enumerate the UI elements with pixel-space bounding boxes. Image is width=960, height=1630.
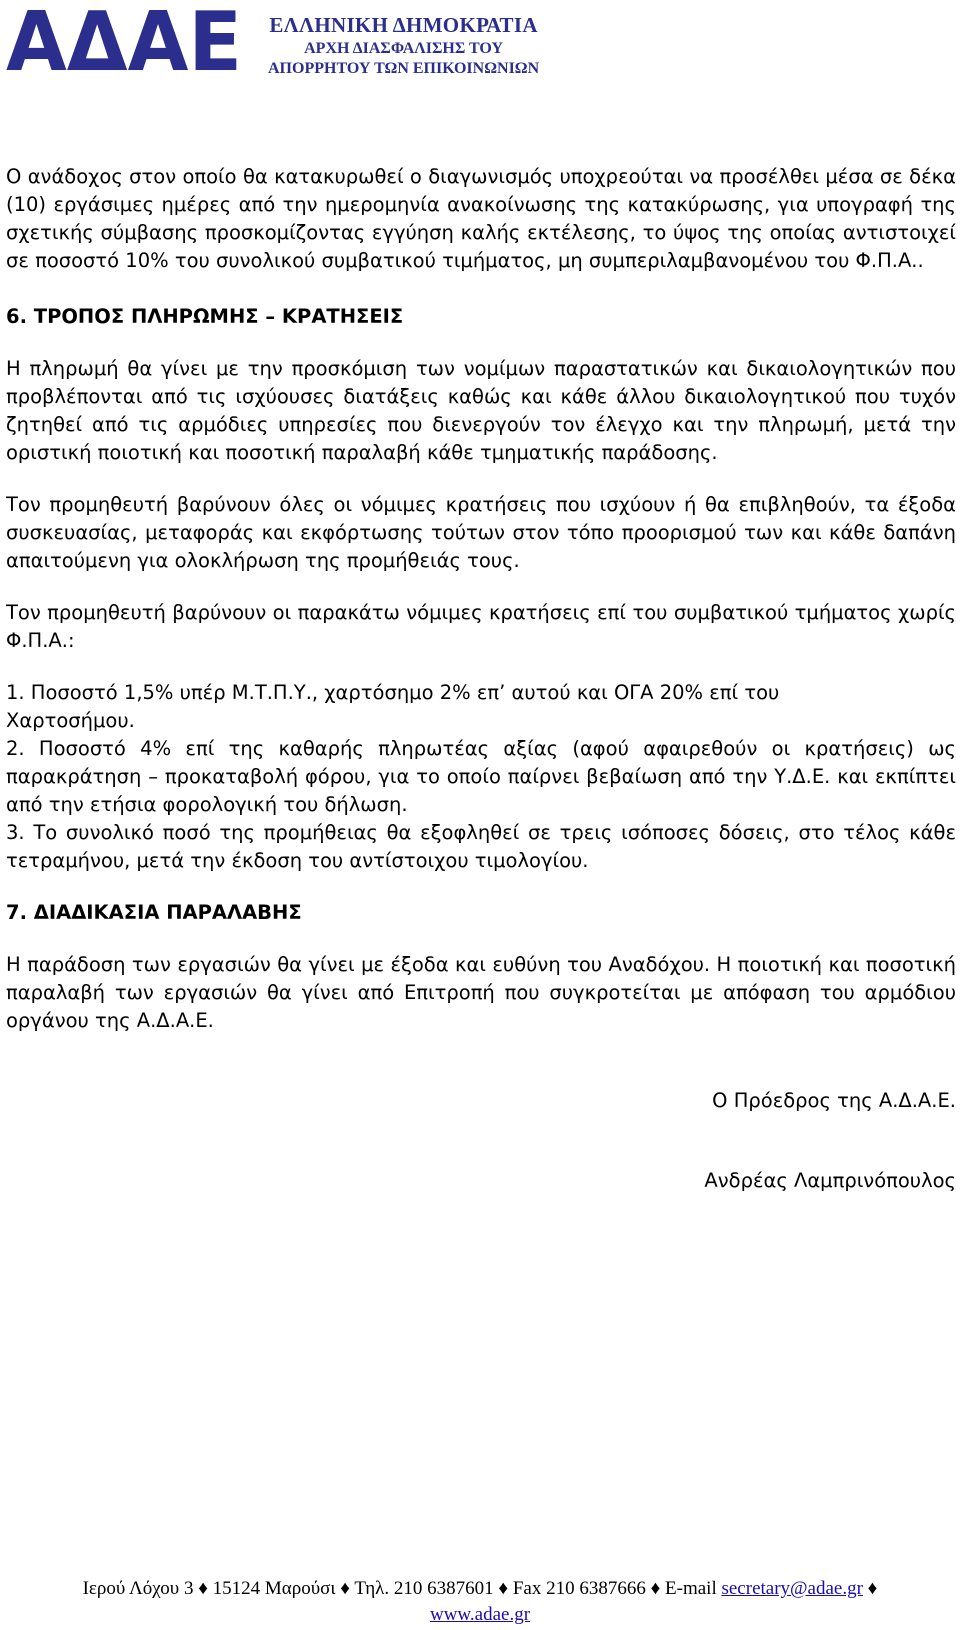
svg-text:ΑΔΑΕ: ΑΔΑΕ bbox=[6, 6, 242, 78]
intro-paragraph: Ο ανάδοχος στον οποίο θα κατακυρωθεί ο διαγωνισμός υποχρεούται να προσέλθει μέσα σε δέκα (10) εργάσιμες ημέρες από την ημερομηνία ανακοίνωσης της κατακύρωσης, για υπογραφή της σχετικής σύμβασης προσκομίζοντας εγγύηση καλής εκτέλεσης, το ύψος της οποίας αντιστοιχεί σε ποσοστό 10% του συνολικού συμβατικού τιμήματος, μη συμπεριλαμβανομένου του Φ.Π.Α.. bbox=[6, 165, 956, 272]
org-line-1: ΕΛΛΗΝΙΚΗ ΔΗΜΟΚΡΑΤΙΑ bbox=[269, 13, 538, 37]
footer-contact-line bbox=[0, 1576, 960, 1602]
section-7-heading: 7. ΔΙΑΔΙΚΑΣΙΑ ΠΑΡΑΛΑΒΗΣ bbox=[6, 901, 302, 924]
adae-logo bbox=[6, 6, 246, 78]
email-link[interactable]: secretary@adae.gr bbox=[721, 1578, 863, 1599]
section-6-paragraph-3: Τον προμηθευτή βαρύνουν οι παρακάτω νόμιμες κρατήσεις επί του συμβατικού τμήματος χωρίς Φ.Π.Α.: bbox=[6, 601, 956, 652]
footer-separator: ♦ bbox=[862, 1578, 878, 1599]
section-6-paragraph-1: Η πληρωμή θα γίνει με την προσκόμιση των νομίμων παραστατικών και δικαιολογητικών που προβλέπονται από τις ισχύουσες διατάξεις καθώς και κάθε άλλου δικαιολογητικού που τυχόν ζητηθεί από τις αρμόδιες υπηρεσίες που διενεργούν τον έλεγχο και την πληρωμή, μετά την οριστική ποιοτική και ποσοτική παραλαβή κάθε τμηματικής παράδοσης. bbox=[6, 357, 956, 464]
letterhead bbox=[6, 6, 566, 78]
document-body bbox=[6, 163, 956, 1195]
list-item-1-line-2: Χαρτοσήμου. bbox=[6, 709, 135, 732]
footer-address: Ιερού Λόχου 3 ♦ 15124 Μαρούσι ♦ Τηλ. 210 6387601 ♦ Fax 210 6387666 ♦ E-mail bbox=[82, 1578, 722, 1599]
list-item-3: 3. Το συνολικό ποσό της προμήθειας θα εξοφληθεί σε τρεις ισόποσες δόσεις, στο τέλος κάθε τετραμήνου, μετά την έκδοση του αντίστοιχου τιμολογίου. bbox=[6, 821, 956, 872]
section-6-paragraph-2: Τον προμηθευτή βαρύνουν όλες οι νόμιμες κρατήσεις που ισχύουν ή θα επιβληθούν, τα έξοδα συσκευασίας, μεταφοράς και εκφόρτωσης τούτων στον τόπο προορισμού των και κάθε δαπάνη απαιτούμενη για ολοκλήρωση της προμήθειάς τους. bbox=[6, 493, 956, 572]
list-item-2: 2. Ποσοστό 4% επί της καθαρής πληρωτέας αξίας (αφού αφαιρεθούν οι κρατήσεις) ως παρακράτηση – προκαταβολή φόρου, για το οποίο παίρνει βεβαίωση από την Υ.Δ.Ε. και εκπίπτει από την ετήσια φορολογική του δήλωση. bbox=[6, 737, 956, 816]
section-6-heading: 6. ΤΡΟΠΟΣ ΠΛΗΡΩΜΗΣ – ΚΡΑΤΗΣΕΙΣ bbox=[6, 305, 404, 328]
org-line-2: ΑΡΧΗ ΔΙΑΣΦΑΛΙΣΗΣ ΤΟΥ bbox=[304, 40, 504, 57]
list-item-1-line-1: 1. Ποσοστό 1,5% υπέρ Μ.Τ.Π.Υ., χαρτόσημο 2% επ’ αυτού και ΟΓΑ 20% επί του bbox=[6, 681, 780, 704]
website-link[interactable]: www.adae.gr bbox=[429, 1604, 531, 1625]
organization-name bbox=[268, 12, 539, 79]
page-footer bbox=[0, 1576, 960, 1628]
org-line-3: ΑΠΟΡΡΗΤΟΥ ΤΩΝ ΕΠΙΚΟΙΝΩΝΙΩΝ bbox=[268, 60, 540, 77]
signature-name: Ανδρέας Λαμπρινόπουλος bbox=[704, 1169, 956, 1192]
signature-title: Ο Πρόεδρος της Α.Δ.Α.Ε. bbox=[712, 1089, 956, 1112]
section-7-paragraph-1: Η παράδοση των εργασιών θα γίνει με έξοδα και ευθύνη του Αναδόχου. Η ποιοτική και ποσοτική παραλαβή των εργασιών θα γίνει από Επιτροπή που συγκροτείται με απόφαση του αρμόδιου οργάνου της Α.Δ.Α.Ε. bbox=[6, 953, 956, 1032]
